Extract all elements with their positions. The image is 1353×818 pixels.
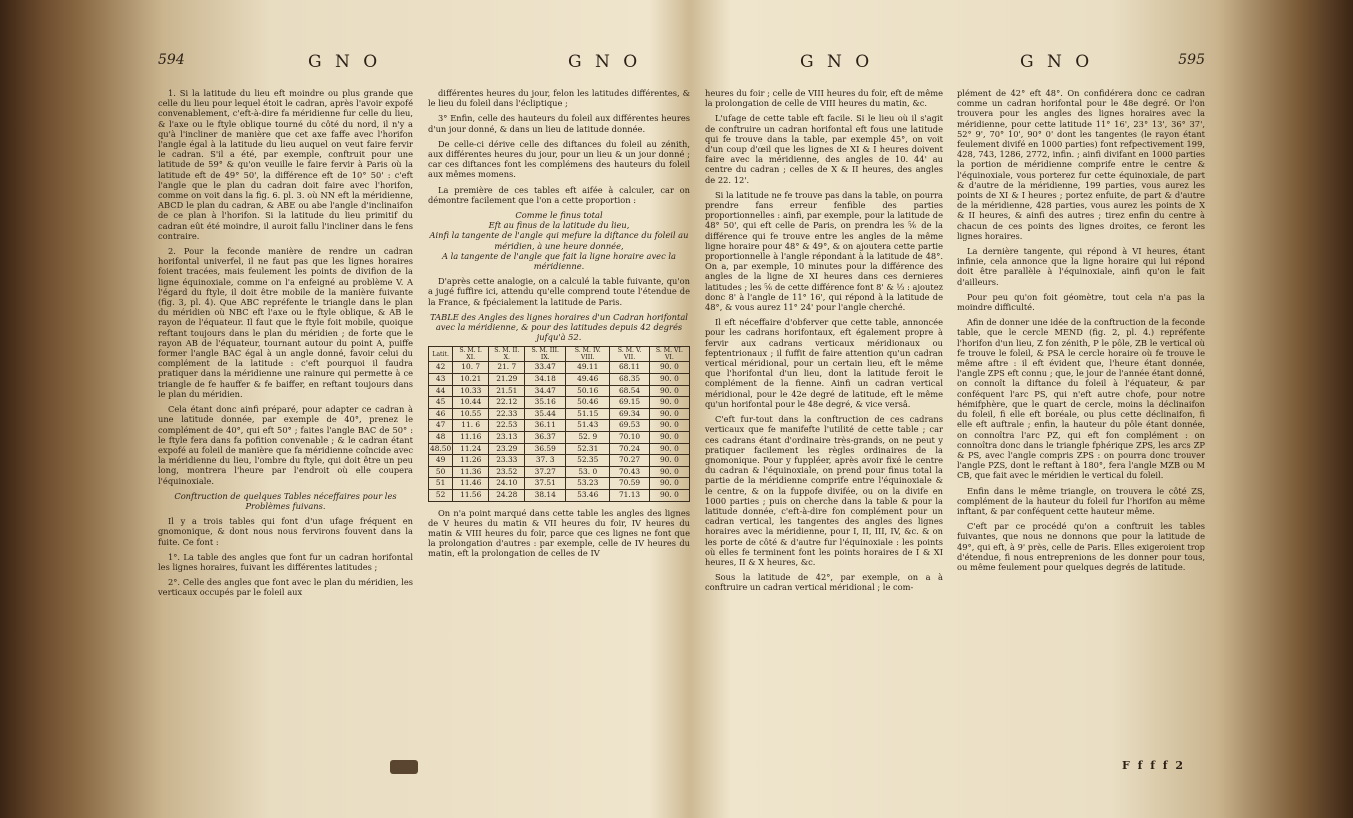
table-cell: 21. 7 [489,362,525,374]
table-cell: 69.53 [610,420,649,432]
table-cell: 48 [429,432,453,444]
table-cell: 11.36 [453,466,489,478]
table-cell: 53. 0 [566,466,610,478]
table-header-cell: S. M. I. XI. [453,347,489,362]
paragraph: Il y a trois tables qui font d'un ufage fréquent en gnomonique, & dont nous nous fervirons fouvent dans la fuite. Ce font : [158,516,413,547]
page-number: 595 [1178,52,1205,68]
table-cell: 68.11 [610,362,649,374]
paragraph: différentes heures du jour, felon les latitudes différentes, & le lieu du foleil dans l'écliptique ; [428,88,690,109]
paragraph: 1. Si la latitude du lieu eft moindre ou plus grande que celle du lieu pour lequel étoit le cadran, après l'avoir expofé convenablement, c'eft-à-dire fa méridienne fur celle du lieu, & l'axe ou le ftyle oblique tourné du côté du nord, il n'y a qu'à l'incliner de manière que cet axe faffe avec l'horifon l'angle égal à la latitude du lieu auquel on veut faire fervir le cadran. S'il a été, par exemple, conftruit pour une latitude de 59° & qu'on veuille le faire fervir à Paris où la latitude eft de 49° 50', la différence eft de 10° 50' : c'eft l'angle que le plan du cadran doit faire avec l'horifon, comme on voit dans la fig. 6. pl. 3. où NN eft la méridienne, ABCD le plan du cadran, & ABE ou abe l'angle d'inclinaifon de ce plan à l'horifon. Si la latitude du lieu primitif du cadran eût été moindre, il auroit fallu l'incliner dans le fens contraire. [158,88,413,241]
table-cell: 35.44 [525,408,566,420]
left-page [158,40,693,778]
table-header-cell: Latit. [429,347,453,362]
table-cell: 23.29 [489,443,525,455]
paragraph: La dernière tangente, qui répond à VI heures, étant infinie, cela annonce que la ligne horaire qui lui répond doit être parallèle à l'équinoxiale, ainfi qu'on le fait d'ailleurs. [957,246,1205,287]
printer-ornament [390,760,418,774]
table-cell: 24.10 [489,478,525,490]
table-cell: 21.51 [489,385,525,397]
paragraph: Il eft néceffaire d'obferver que cette table, annoncée pour les cadrans horifontaux, eft également propre à fervir aux cadrans verticaux méridionaux ou feptentrionaux ; il fuffit de faire attention qu'un cadran vertical méridional, pour un certain lieu, eft le même que l'horifontal d'un lieu, dont la latitude feroit le complément de la fienne. Ainfi un cadran vertical méridional, pour le 42e degré de latitude, eft le même qu'un horifontal pour le 48e degré, & vice versâ. [705,317,943,409]
proportion-line: Eft au finus de la latitude du lieu, [488,220,630,231]
table-cell: 48.50 [429,443,453,455]
right-page [705,40,1205,778]
table-cell: 35.16 [525,397,566,409]
table-cell: 68.35 [610,374,649,386]
table-cell: 47 [429,420,453,432]
table-cell: 52.31 [566,443,610,455]
page-number: 594 [158,52,185,68]
table-cell: 37.27 [525,466,566,478]
paragraph: Enfin dans le même triangle, on trouvera le côté ZS, complément de la hauteur du foleil fur l'horifon au même inftant, & par conféquent cette hauteur même. [957,485,1205,516]
table-header-cell: S. M. III. IX. [525,347,566,362]
running-header: G N O [800,52,874,72]
table-row [429,385,690,397]
table-cell: 34.47 [525,385,566,397]
table-cell: 10.33 [453,385,489,397]
table-cell: 36.37 [525,432,566,444]
paragraph: Pour peu qu'on foit géomètre, tout cela n'a pas la moindre difficulté. [957,291,1205,313]
table-cell: 90. 0 [649,420,689,432]
table-body [429,362,690,501]
table-cell: 22.53 [489,420,525,432]
table-row [429,420,690,432]
table-cell: 10. 7 [453,362,489,374]
table-cell: 38.14 [525,490,566,502]
paragraph: C'eft fur-tout dans la conftruction de ces cadrans verticaux que fe manifefte l'utilité de cette table ; car ces cadrans étant d'ordinaire très-grands, on ne peut y pratiquer facilement les règles ordinaires de la gnomonique. Pour y fuppléer, après avoir fixé le centre du cadran & l'équinoxiale, on prend pour finus total la partie de la méridienne comprife entre l'équinoxiale & le centre, & on la fuppofe divifée, ou on la divife en 1000 parties ; puis on cherche dans la table & pour la latitude donnée, c'eft-à-dire fon complément pour un cadran vertical, les tangentes des angles des lignes horaires avec la méridienne, pour I, II, III, IV, &c. & on les porte de côté & d'autre fur l'équinoxiale : les points où elles fe terminent font les points horaires de I & XI heures, II & X heures, &c. [705,414,943,567]
paragraph: 2. Pour la feconde manière de rendre un cadran horifontal univerfel, il ne faut pas que les lignes horaires foient tracées, mais feulement les points de divifion de la ligne équinoxiale, comme on l'a enfeigné au problème V. A l'égard du ftyle, il doit être mobile de la manière fuivante (fig. 3, pl. 4). Que ABC repréfente le triangle dans le plan du méridien où NBC eft l'axe ou le ftyle oblique, & AB le rayon de l'équateur. Il faut que le ftyle foit mobile, quoique reftant toujours dans le plan du méridien ; de forte que le rayon AB de l'équateur, tournant autour du point A, puiffe former l'angle BAC égal à un angle donné, favoir celui du complément de la latitude : c'eft pourquoi il faudra pratiquer dans la méridienne une rainure qui permette à ce triangle de fe hauffer & fe baiffer, en reftant toujours dans le plan du méridien. [158,246,413,399]
table-cell: 90. 0 [649,385,689,397]
table-row [429,374,690,386]
paragraph: 1°. La table des angles que font fur un cadran horifontal les lignes horaires, fuivant les différentes latitudes ; [158,551,413,572]
table-cell: 70.10 [610,432,649,444]
table-cell: 90. 0 [649,397,689,409]
table-cell: 44 [429,385,453,397]
text-column-2 [957,88,1205,577]
table-cell: 37. 3 [525,455,566,467]
table-cell: 52.35 [566,455,610,467]
table-cell: 10.21 [453,374,489,386]
paragraph: heures du foir ; celle de VIII heures du foir, eft de même la prolongation de celle de VIII heures du matin, &c. [705,88,943,109]
paragraph: Si la latitude ne fe trouve pas dans la table, on pourra prendre fans erreur fenfible des parties proportionnelles : ainfi, par exemple, pour la latitude de 48° 50', qui eft celle de Paris, on prendra les ⅚ de la différence qui fe trouve entre les angles de la même ligne horaire pour 48° & 49°, & on ajoutera cette partie proportionnelle à l'angle répondant à la latitude de 48°. On a, par exemple, 10 minutes pour la différence des angles de la ligne de XI heures dans ces dernieres latitudes ; les ⅚ de cette différence font 8' & ⅓ : ajoutez donc 8' à l'angle de 11° 16', qui répond à la latitude de 48°, & vous aurez 11° 24' pour l'angle cherché. [705,189,943,313]
paragraph: D'après cette analogie, on a calculé la table fuivante, qu'on a jugé fuffire ici, attendu qu'elle comprend toute l'étendue de la France, & fpécialement la latitude de Paris. [428,276,690,307]
paragraph: On n'a point marqué dans cette table les angles des lignes de V heures du matin & VII heures du foir, IV heures du matin & VIII heures du foir, parce que ces lignes ne font que la prolongation d'autres : par exemple, celle de IV heures du matin, eft la prolongation de celles de IV [428,507,690,559]
table-row [429,455,690,467]
table-cell: 52. 9 [566,432,610,444]
table-cell: 21.29 [489,374,525,386]
table-cell: 11. 6 [453,420,489,432]
table-cell: 50 [429,466,453,478]
table-row [429,408,690,420]
table-header-row [429,347,690,362]
proportion-line: A la tangente de l'angle que fait la ligne horaire avec la méridienne. [442,250,676,272]
table-cell: 70.24 [610,443,649,455]
text-column-1 [158,88,413,603]
table-header-cell: S. M. IV. VIII. [566,347,610,362]
table-cell: 43 [429,374,453,386]
table-cell: 11.26 [453,455,489,467]
table-cell: 23.52 [489,466,525,478]
table-cell: 50.46 [566,397,610,409]
table-row [429,490,690,502]
table-cell: 90. 0 [649,490,689,502]
paragraph: C'eft par ce procédé qu'on a conftruit les tables fuivantes, que nous ne donnons que pour la latitude de 49°, qui eft, à 9' près, celle de Paris. Elles exigeroient trop d'étendue, fi nous entreprenions de les donner pour tous, ou même feulement pour quelques degrés de latitude. [957,521,1205,572]
table-row [429,443,690,455]
table-cell: 24.28 [489,490,525,502]
table-cell: 22.33 [489,408,525,420]
table-cell: 70.43 [610,466,649,478]
table-header-cell: S. M. V. VII. [610,347,649,362]
table-cell: 34.18 [525,374,566,386]
table-cell: 53.23 [566,478,610,490]
table-cell: 90. 0 [649,374,689,386]
table-row [429,478,690,490]
paragraph: La première de ces tables eft aifée à calculer, car on démontre facilement que l'on a cette proportion : [428,184,690,205]
table-cell: 49.11 [566,362,610,374]
hour-angle-table [428,346,690,501]
table-cell: 71.13 [610,490,649,502]
table-cell: 11.16 [453,432,489,444]
table-cell: 90. 0 [649,408,689,420]
table-cell: 53.46 [566,490,610,502]
paragraph: plément de 42° eft 48°. On confidérera donc ce cadran comme un cadran horifontal pour le 48e degré. Or l'on trouvera pour les angles des lignes horaires avec la méridienne, pour cette latitude 11° 16', 23° 13', 36° 37', 52° 9', 70° 10', 90° 0' dont les tangentes (le rayon étant feulement divifé en 1000 parties) font refpectivement 199, 428, 743, 1286, 2772, infin. ; ainfi divifant en 1000 parties la portion de méridienne comprife entre le centre & l'équinoxiale, vous porterez fur cette équinoxiale, de part & d'autre de la méridienne, 199 parties, vous aurez les points de XI & I heures ; portez enfuite, de part & d'autre de la méridienne, 428 parties, vous aurez les points de X & II heures, & ainfi des autres ; tirez enfin du centre à chacun de ces points des lignes droites, ce feront les lignes horaires. [957,88,1205,241]
table-row [429,397,690,409]
table-cell: 23.13 [489,432,525,444]
table-cell: 90. 0 [649,362,689,374]
table-cell: 70.59 [610,478,649,490]
table-cell: 68.54 [610,385,649,397]
table-cell: 90. 0 [649,432,689,444]
table-cell: 51 [429,478,453,490]
running-header: G N O [568,52,642,72]
text-column-1 [705,88,943,598]
running-header: G N O [308,52,382,72]
table-cell: 37.51 [525,478,566,490]
table-cell: 51.43 [566,420,610,432]
table-header-cell: S. M. VI. VI. [649,347,689,362]
table-cell: 11.56 [453,490,489,502]
paragraph: L'ufage de cette table eft facile. Si le lieu où il s'agit de conftruire un cadran horifontal eft fous une latitude qui fe trouve dans la table, par exemple 45°, on voit d'un coup d'œil que les lignes de XI & I heures doivent faire avec la méridienne, des angles de 10. 44' au centre du cadran ; celles de X & II heures, des angles de 22. 12'. [705,113,943,185]
text-column-2 [428,88,690,564]
table-cell: 69.15 [610,397,649,409]
table-caption: TABLE des Angles des lignes horaires d'un Cadran horifontal avec la méridienne, & pour des latitudes depuis 42 degrés jufqu'à 52. [430,311,688,343]
table-cell: 36.11 [525,420,566,432]
table-cell: 52 [429,490,453,502]
table-cell: 90. 0 [649,466,689,478]
table-cell: 69.34 [610,408,649,420]
table-cell: 23.33 [489,455,525,467]
table-cell: 10.55 [453,408,489,420]
table-header-cell: S. M. II. X. [489,347,525,362]
proportion-line: Ainfi la tangente de l'angle qui mefure la diftance du foleil au méridien, à une heure donnée, [429,230,689,251]
table-cell: 11.46 [453,478,489,490]
table-row [429,466,690,478]
table-row [429,432,690,444]
paragraph: Cela étant donc ainfi préparé, pour adapter ce cadran à une latitude donnée, par exemple de 40°, prenez le complément de 40°, qui eft 50° ; faites l'angle BAC de 50° : le ftyle fera dans fa pofition convenable ; & le cadran étant expofé au foleil de manière que fa méridienne coïncide avec la méridienne du lieu, l'ombre du ftyle, qui doit être un peu long, montrera l'heure par l'endroit où elle coupera l'équinoxiale. [158,404,413,486]
table-cell: 90. 0 [649,478,689,490]
paragraph: Sous la latitude de 42°, par exemple, on a à conftruire un cadran vertical méridional ; le com- [705,572,943,593]
table-cell: 49.46 [566,374,610,386]
table-cell: 51.15 [566,408,610,420]
table-cell: 10.44 [453,397,489,409]
table-cell: 22.12 [489,397,525,409]
paragraph: 3° Enfin, celle des hauteurs du foleil aux différentes heures d'un jour donné, & dans un lieu de latitude donnée. [428,113,690,134]
table-cell: 45 [429,397,453,409]
section-heading: Conftruction de quelques Tables néceffaires pour les Problèmes fuivans. [174,490,397,511]
paragraph: 2°. Celle des angles que font avec le plan du méridien, les verticaux occupés par le foleil aux [158,577,413,598]
table-cell: 11.24 [453,443,489,455]
signature-mark: F f f f 2 [1122,759,1185,772]
table-row [429,362,690,374]
table-cell: 36.59 [525,443,566,455]
proportion-line: Comme le finus total [515,210,603,221]
table-cell: 90. 0 [649,455,689,467]
table-cell: 42 [429,362,453,374]
table-cell: 90. 0 [649,443,689,455]
table-cell: 70.27 [610,455,649,467]
paragraph: Afin de donner une idée de la conftruction de la feconde table, que le cercle MEND (fig. 2, pl. 4.) repréfente l'horifon d'un lieu, Z fon zénith, P le pôle, ZB le vertical où fe trouve le foleil, & PSA le cercle horaire où fe trouve le même aftre : il eft évident que, l'heure étant donnée, l'angle ZPS eft connu ; que, le jour de l'année étant donné, on connoît la diftance du foleil à l'équateur, & par conféquent l'arc PS, qui n'eft autre chofe, pour notre hémifphère, que le quart de cercle, moins la déclinaifon du foleil, fi elle eft boréale, ou plus cette déclinaifon, fi elle eft auftrale ; enfin, la hauteur du pôle étant donnée, on connoîtra l'arc PZ, qui eft fon complément : on connoîtra donc dans le triangle fphérique ZPS, les arcs ZP & PS, avec l'angle compris ZPS : on pourra donc trouver l'angle PZS, dont le reftant à 180°, fera l'angle MZB ou M CB, que fait avec le méridien le vertical du foleil. [957,317,1205,481]
table-cell: 46 [429,408,453,420]
table-cell: 49 [429,455,453,467]
table-cell: 33.47 [525,362,566,374]
table-cell: 50.16 [566,385,610,397]
paragraph: De celle-ci dérive celle des diftances du foleil au zénith, aux différentes heures du jour, pour un lieu & un jour donné ; car ces diftances font les complémens des hauteurs du foleil aux mêmes momens. [428,138,690,180]
running-header: G N O [1020,52,1094,72]
